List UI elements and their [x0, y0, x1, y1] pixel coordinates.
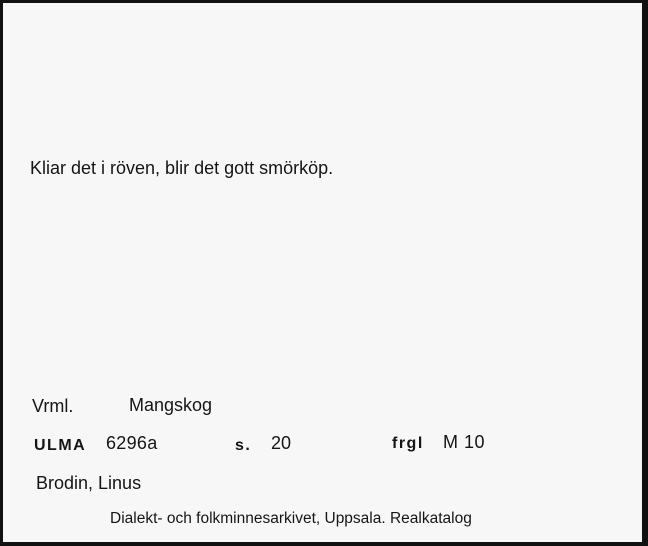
region-label: Vrml. [32, 396, 74, 416]
proverb-text: Kliar det i röven, blir det gott smörköp. [30, 158, 334, 178]
ulma-number: 6296a [106, 433, 158, 453]
frgl-value: M 10 [443, 432, 486, 452]
page-number: 20 [271, 433, 292, 453]
ulma-label: ULMA [34, 437, 87, 454]
place-name: Mangskog [129, 395, 213, 415]
frgl-label: frgl [392, 435, 424, 452]
archive-footer: Dialekt- och folkminnesarkivet, Uppsala. Realkatalog [110, 510, 472, 527]
page-label: s. [235, 437, 252, 454]
informant-name: Brodin, Linus [36, 473, 142, 493]
